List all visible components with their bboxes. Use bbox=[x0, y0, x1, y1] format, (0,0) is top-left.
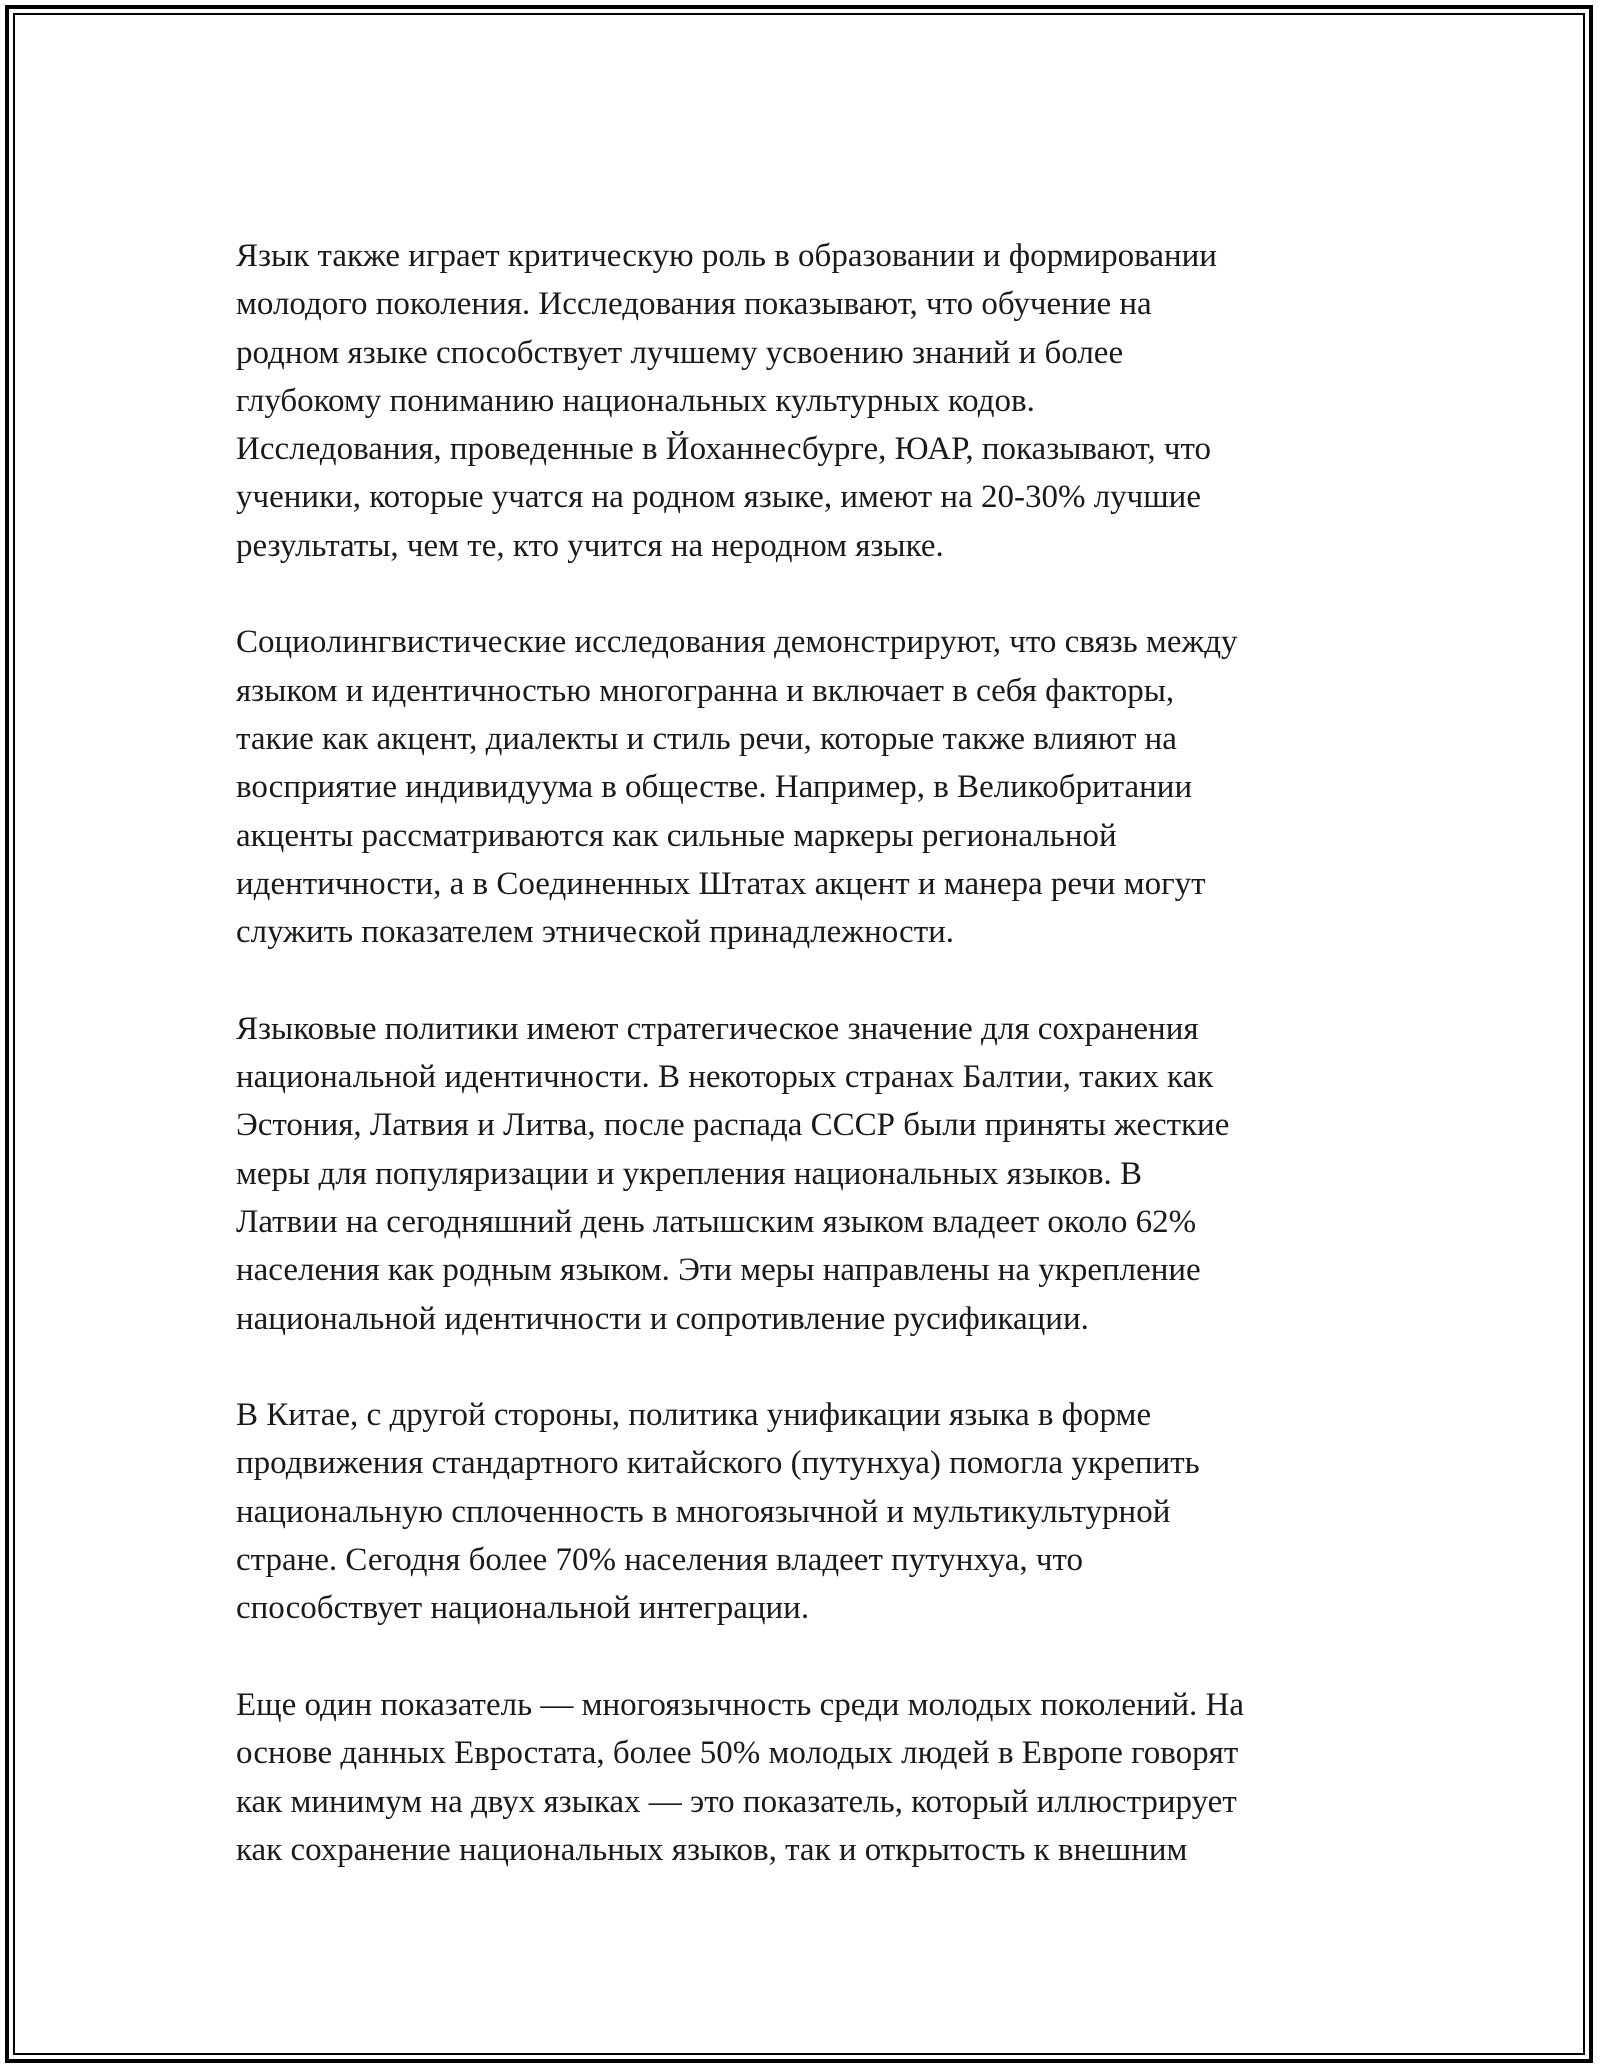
text-line: идентичности, а в Соединенных Штатах акцент и манера речи могут bbox=[236, 865, 1206, 902]
text-line: населения как родным языком. Эти меры направлены на укрепление bbox=[236, 1252, 1201, 1289]
text-line: Языковые политики имеют стратегическое значение для сохранения bbox=[236, 1010, 1199, 1047]
text-line: национальной идентичности и сопротивление русификации. bbox=[236, 1300, 1089, 1337]
text-line: основе данных Евростата, более 50% молодых людей в Европе говорят bbox=[236, 1735, 1239, 1772]
text-line: как сохранение национальных языков, так и открытость к внешним bbox=[236, 1831, 1188, 1868]
text-line: способствует национальной интеграции. bbox=[236, 1590, 810, 1627]
text-line: служить показателем этнической принадлежности. bbox=[236, 914, 955, 951]
paragraph-language-policy bbox=[236, 1005, 1376, 1343]
text-line: национальную сплоченность в многоязычной и мультикультурной bbox=[236, 1493, 1171, 1530]
text-line: продвижения стандартного китайского (путунхуа) помогла укрепить bbox=[236, 1445, 1200, 1482]
paragraph-china bbox=[236, 1391, 1376, 1632]
text-line: родном языке способствует лучшему усвоению знаний и более bbox=[236, 334, 1124, 371]
paragraph-multilingualism bbox=[236, 1681, 1376, 1874]
text-line: ученики, которые учатся на родном языке, имеют на 20-30% лучшие bbox=[236, 479, 1201, 516]
text-line: результаты, чем те, кто учится на неродном языке. bbox=[236, 527, 944, 564]
text-line: восприятие индивидуума в обществе. Например, в Великобритании bbox=[236, 769, 1193, 806]
text-line: Латвии на сегодняшний день латышским языком владеет около 62% bbox=[236, 1203, 1197, 1240]
text-line: языком и идентичностью многогранна и включает в себя факторы, bbox=[236, 672, 1175, 709]
text-line: меры для популяризации и укрепления национальных языков. В bbox=[236, 1155, 1143, 1192]
text-line: такие как акцент, диалекты и стиль речи, которые также влияют на bbox=[236, 720, 1177, 757]
document-body bbox=[236, 232, 1376, 1922]
text-line: Еще один показатель — многоязычность среди молодых поколений. На bbox=[236, 1686, 1244, 1723]
text-line: акценты рассматриваются как сильные маркеры региональной bbox=[236, 817, 1117, 854]
text-line: как минимум на двух языках — это показатель, который иллюстрирует bbox=[236, 1783, 1237, 1820]
text-line: Эстония, Латвия и Литва, после распада СССР были приняты жесткие bbox=[236, 1107, 1230, 1144]
text-line: Язык также играет критическую роль в образовании и формировании bbox=[236, 238, 1217, 274]
text-line: Социолингвистические исследования демонстрируют, что связь между bbox=[236, 624, 1238, 661]
text-line: национальной идентичности. В некоторых странах Балтии, таких как bbox=[236, 1059, 1214, 1096]
text-line: глубокому пониманию национальных культурных кодов. bbox=[236, 382, 1035, 419]
text-line: В Китае, с другой стороны, политика унификации языка в форме bbox=[236, 1397, 1152, 1434]
text-line: молодого поколения. Исследования показывают, что обучение на bbox=[236, 286, 1152, 323]
text-line: Исследования, проведенные в Йоханнесбурге, ЮАР, показывают, что bbox=[236, 431, 1211, 468]
paragraph-sociolinguistics bbox=[236, 618, 1376, 956]
text-line: стране. Сегодня более 70% населения владеет путунхуа, что bbox=[236, 1542, 1083, 1579]
paragraph-education bbox=[236, 232, 1376, 570]
